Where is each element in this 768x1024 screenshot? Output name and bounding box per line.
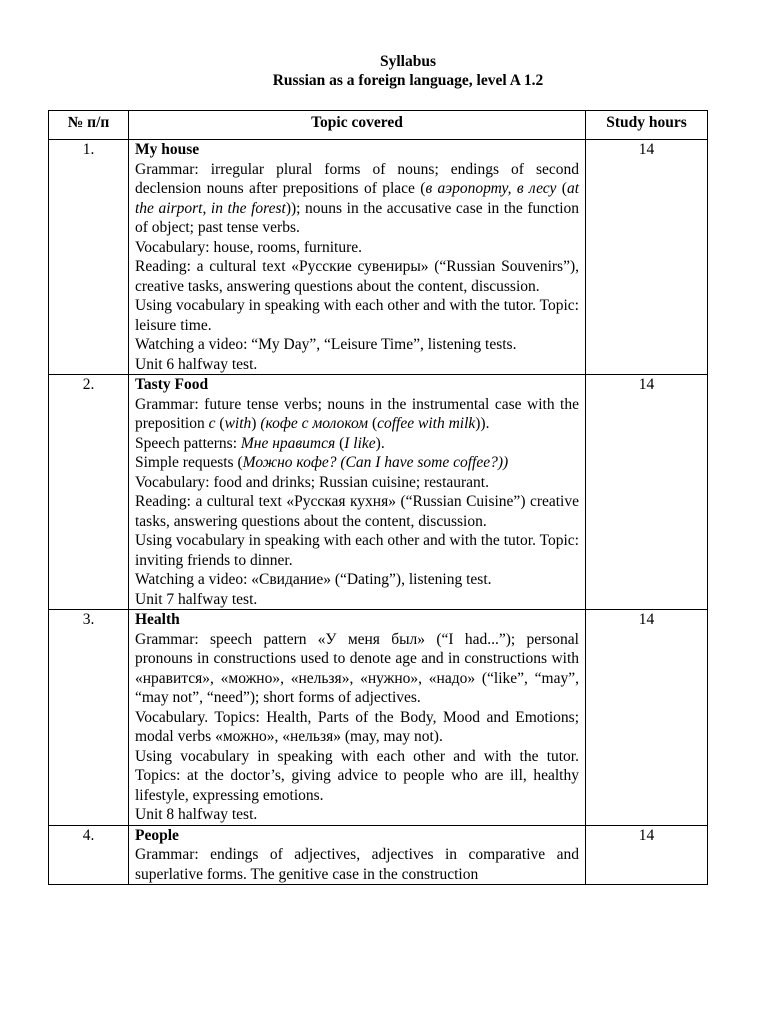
syllabus-table [48,110,708,885]
study-hours: 14 [586,375,708,610]
table-row [49,140,708,375]
reading-text: Reading: a cultural text «Русские сувениры» (“Russian Souvenirs”), creative tasks, answering questions about the content, discussion. [135,258,579,295]
test-text: Unit 6 halfway test. [135,355,258,373]
table-header-row [49,111,708,140]
video-text: Watching a video: «Свидание» (“Dating”), listening test. [135,571,492,588]
row-number: 3. [49,610,129,826]
test-text: Unit 7 halfway test. [135,590,258,608]
topic-title: Tasty Food [135,376,209,393]
video-text: Watching a video: “My Day”, “Leisure Time”, listening tests. [135,336,517,353]
document-subtitle: Russian as a foreign language, level A 1.2 [272,72,544,89]
grammar-text: Grammar: endings of adjectives, adjectives in comparative and superlative forms. The genitive case in the construction [135,846,579,883]
reading-text: Reading: a cultural text «Русская кухня» (“Russian Cuisine”) creative tasks, answering questions about the content, discussion. [135,493,579,530]
study-hours: 14 [586,825,708,885]
table-row [49,375,708,610]
vocabulary-text: Vocabulary: food and drinks; Russian cuisine; restaurant. [135,473,489,491]
study-hours: 14 [586,140,708,375]
column-header-topic: Topic covered [129,111,586,140]
grammar-text: Grammar: future tense verbs; nouns in the instrumental case with the preposition с (with) (кофе с молоком (coffee with milk)). [135,395,579,432]
topic-cell [129,610,586,826]
document-title: Syllabus [379,53,436,70]
speaking-text: Using vocabulary in speaking with each other and with the tutor. Topic: leisure time. [135,297,579,334]
table-row [49,610,708,826]
topic-title: People [135,826,179,844]
grammar-text: Grammar: irregular plural forms of nouns; endings of second declension nouns after prepositions of place (в аэропорту, в лесу (at the airport, in the forest)); nouns in the accusative case in the function of object; past tense verbs. [135,160,580,236]
speaking-text: Using vocabulary in speaking with each other and with the tutor. Topics: at the doctor’s, giving advice to people who are ill, healthy lifestyle, expressing emotions. [135,747,579,804]
topic-title: My house [135,141,200,158]
row-number: 2. [49,375,129,610]
topic-title: Health [135,611,180,628]
topic-cell [129,825,586,885]
speech-patterns-text: Speech patterns: Мне нравится (I like). [135,434,385,452]
row-number: 1. [49,140,129,375]
speaking-text: Using vocabulary in speaking with each other and with the tutor. Topic: inviting friends to dinner. [135,532,579,569]
vocabulary-text: Vocabulary: house, rooms, furniture. [135,238,362,256]
row-number: 4. [49,825,129,885]
grammar-text: Grammar: speech pattern «У меня был» (“I had...”); personal pronouns in constructions used to denote age and in constructions with «нравится», «можно», «нельзя», «нужно», «надо» (“like”, “may”, “may not”, “need”); short forms of adjectives. [135,630,579,706]
document-heading [0,52,768,90]
topic-cell [129,375,586,610]
column-header-number: № п/п [49,111,129,140]
study-hours: 14 [586,610,708,826]
topic-cell [129,140,586,375]
test-text: Unit 8 halfway test. [135,806,258,823]
table-row [49,825,708,885]
vocabulary-text: Vocabulary. Topics: Health, Parts of the Body, Mood and Emotions; modal verbs «можно», «нельзя» (may, may not). [135,708,579,745]
column-header-hours: Study hours [586,111,708,140]
requests-text: Simple requests (Можно кофе? (Can I have some coffee?)) [135,454,509,471]
